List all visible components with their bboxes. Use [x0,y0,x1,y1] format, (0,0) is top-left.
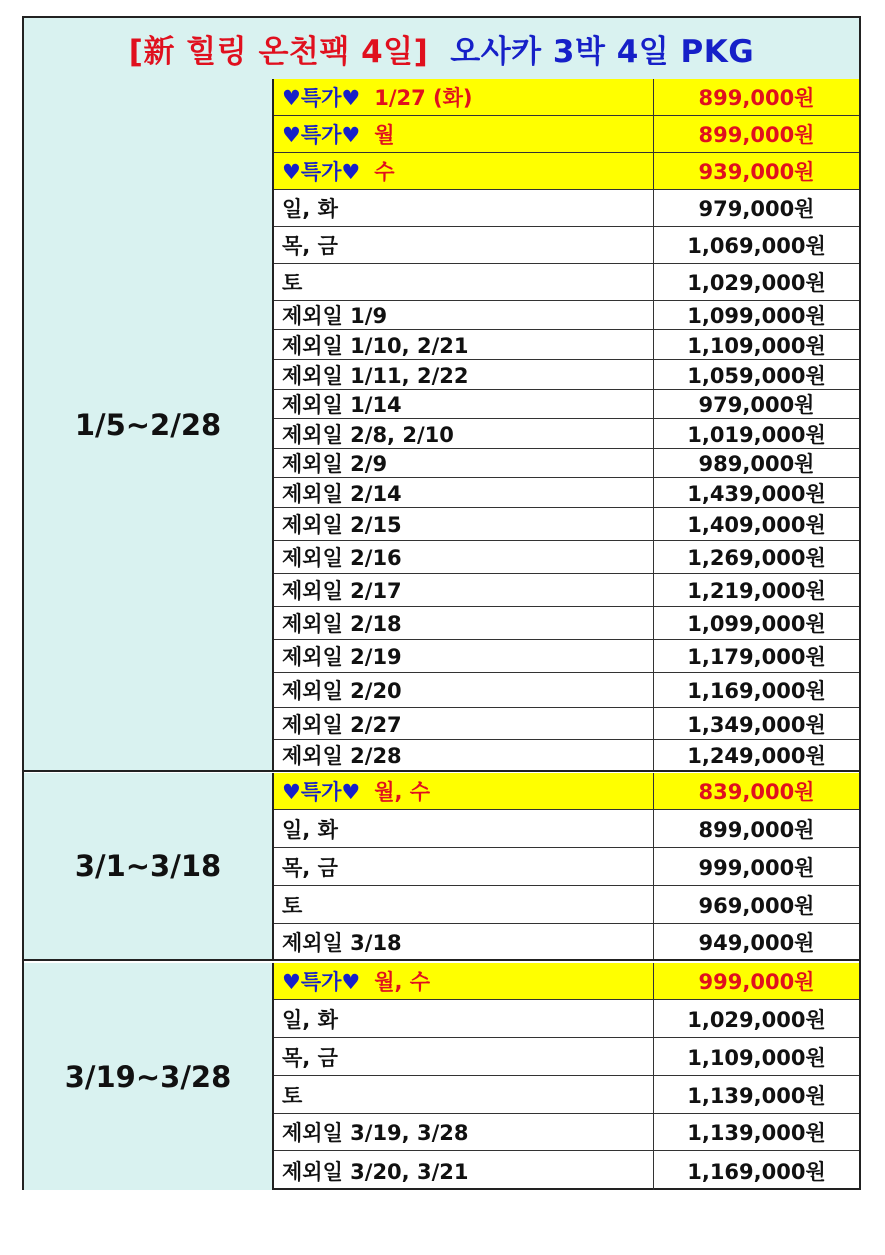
table-row [274,449,859,478]
day-text: 1/27 (화) [374,86,473,110]
special-tag [282,966,360,996]
price-cell: 1,169,000원 [687,1159,826,1184]
table-row [274,79,859,116]
day-cell [274,1076,654,1113]
price-cell: 1,349,000원 [687,712,826,737]
heart-icon: ♥ [341,160,361,184]
price-cell: 939,000원 [698,160,815,184]
table-row [274,963,859,1000]
day-cell [274,541,654,573]
table-row [274,1000,859,1038]
day-cell [274,330,654,359]
price-cell: 1,179,000원 [687,645,826,669]
table-row [274,264,859,301]
day-text: 제외일 2/27 [282,712,402,737]
table-row [274,153,859,190]
day-cell [274,886,654,923]
day-cell [274,264,654,300]
price-cell: 1,439,000원 [687,481,826,506]
day-text: 월 [374,123,395,147]
day-cell [274,449,654,477]
day-text: 목, 금 [282,234,338,258]
period-cell: 1/5~2/28 [24,79,274,772]
title-part-1: [新 힐링 온천팩 4일] [128,34,429,70]
day-text: 제외일 1/9 [282,304,388,328]
day-text: 토 [282,271,303,295]
day-text: 제외일 2/15 [282,513,402,537]
day-cell [274,1000,654,1037]
heart-icon: ♥ [282,86,301,110]
title-part-2: 오사카 3박 4일 PKG [450,34,755,70]
day-cell [274,190,654,226]
special-label: 특가 [300,780,342,804]
table-row [274,227,859,264]
price-table [22,16,861,1190]
table-row [274,419,859,449]
day-cell [274,419,654,448]
day-cell [274,708,654,739]
table-row [274,508,859,541]
day-cell [274,1151,654,1190]
day-text: 제외일 2/14 [282,481,402,506]
table-row [274,1114,859,1151]
table-row [274,640,859,673]
price-cell: 1,409,000원 [687,513,826,537]
day-text: 제외일 2/18 [282,612,402,636]
price-cell: 969,000원 [698,893,815,918]
special-label: 특가 [300,123,342,147]
table-row [274,924,859,961]
day-text: 제외일 2/20 [282,679,402,703]
heart-icon: ♥ [341,86,361,110]
day-cell [274,390,654,418]
price-cell: 999,000원 [698,855,815,880]
day-cell [274,673,654,707]
table-row [274,673,859,708]
day-cell [274,116,654,152]
day-cell [274,848,654,885]
table-row [274,607,859,640]
special-label: 특가 [300,160,342,184]
day-cell [274,773,654,809]
price-cell: 899,000원 [698,817,815,842]
heart-icon: ♥ [282,780,301,804]
table-row [274,301,859,330]
table-row [274,1151,859,1190]
day-text: 수 [374,160,395,184]
page-title [24,18,859,81]
table-row [274,1076,859,1114]
day-cell [274,478,654,507]
table-row [274,848,859,886]
price-cell: 1,069,000원 [687,234,826,258]
heart-icon: ♥ [341,780,361,804]
day-text: 일, 화 [282,197,338,221]
day-text: 제외일 3/19, 3/28 [282,1121,469,1145]
heart-icon: ♥ [282,970,301,994]
table-row [274,190,859,227]
special-tag [282,119,360,149]
day-text: 제외일 2/19 [282,645,402,669]
day-cell [274,924,654,959]
day-text: 토 [282,1083,303,1108]
day-text: 제외일 1/10, 2/21 [282,333,469,358]
table-row [274,810,859,848]
price-cell: 899,000원 [698,123,815,147]
heart-icon: ♥ [282,160,301,184]
day-text: 월, 수 [374,970,431,994]
table-row [274,574,859,607]
period-cell: 3/1~3/18 [24,773,274,961]
price-cell: 979,000원 [698,393,815,417]
price-cell: 979,000원 [698,197,815,221]
price-cell: 1,109,000원 [687,333,826,358]
table-row [274,478,859,508]
day-cell [274,301,654,329]
heart-icon: ♥ [341,123,361,147]
special-tag [282,776,360,806]
special-tag [282,156,360,186]
day-cell [274,1114,654,1150]
special-label: 특가 [300,86,342,110]
price-cell: 1,169,000원 [687,679,826,703]
table-row [274,1038,859,1076]
price-cell: 1,139,000원 [687,1121,826,1145]
day-text: 토 [282,893,303,918]
day-text: 제외일 2/17 [282,579,402,603]
table-row [274,330,859,360]
price-cell: 1,109,000원 [687,1045,826,1070]
table-row [274,390,859,419]
price-cell: 999,000원 [698,970,815,994]
day-text: 일, 화 [282,1007,338,1032]
day-cell [274,79,654,115]
special-tag [282,82,360,112]
day-cell [274,607,654,639]
day-cell [274,574,654,606]
day-cell [274,740,654,770]
day-text: 제외일 1/11, 2/22 [282,363,469,388]
price-cell: 1,029,000원 [687,271,826,295]
day-cell [274,508,654,540]
day-cell [274,360,654,389]
price-cell: 1,029,000원 [687,1007,826,1032]
day-text: 목, 금 [282,855,338,880]
price-cell: 1,059,000원 [687,363,826,388]
table-row [274,886,859,924]
day-text: 월, 수 [374,780,431,804]
price-cell: 839,000원 [698,780,815,804]
price-cell: 1,219,000원 [687,579,826,603]
price-cell: 949,000원 [698,930,815,955]
heart-icon: ♥ [341,970,361,994]
day-cell [274,810,654,847]
price-cell: 989,000원 [698,452,815,476]
day-text: 제외일 2/28 [282,744,402,768]
table-row [274,360,859,390]
day-text: 일, 화 [282,817,338,842]
day-text: 제외일 3/18 [282,930,402,955]
day-text: 제외일 3/20, 3/21 [282,1159,469,1184]
price-cell: 1,099,000원 [687,304,826,328]
price-cell: 1,249,000원 [687,744,826,768]
day-text: 제외일 2/9 [282,452,388,476]
table-row [274,708,859,740]
day-cell [274,640,654,672]
day-text: 제외일 2/8, 2/10 [282,422,454,447]
price-cell: 1,269,000원 [687,546,826,570]
price-cell: 899,000원 [698,86,815,110]
table-row [274,116,859,153]
price-cell: 1,019,000원 [687,422,826,447]
day-cell [274,153,654,189]
day-text: 제외일 1/14 [282,393,402,417]
day-text: 제외일 2/16 [282,546,402,570]
table-row [274,773,859,810]
table-row [274,541,859,574]
price-cell: 1,139,000원 [687,1083,826,1108]
table-row [274,740,859,772]
day-text: 목, 금 [282,1045,338,1070]
special-label: 특가 [300,970,342,994]
day-cell [274,227,654,263]
day-cell [274,963,654,999]
period-cell: 3/19~3/28 [24,963,274,1190]
price-cell: 1,099,000원 [687,612,826,636]
day-cell [274,1038,654,1075]
heart-icon: ♥ [282,123,301,147]
